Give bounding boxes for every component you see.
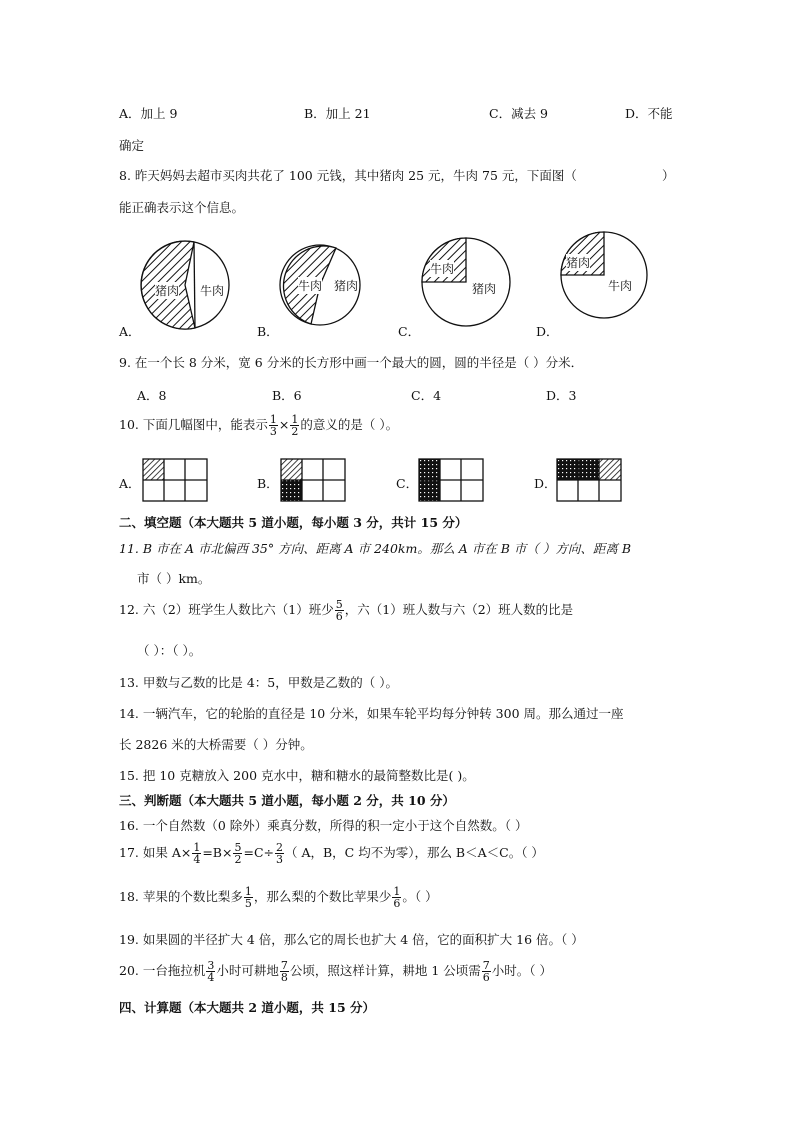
question-9-text: 9. 在一个长 8 分米，宽 6 分米的长方形中画一个最大的圆，圆的半径是（ ）分米．	[119, 355, 584, 370]
fraction-numerator: 3	[207, 959, 215, 972]
question-12	[119, 599, 573, 622]
question-19-text: 19. 如果圆的半径扩大 4 倍，那么它的周长也扩大 4 倍，它的面积扩大 16 倍。（ ）	[119, 932, 584, 947]
q10-option-b-label: B．	[257, 476, 279, 491]
fraction-numerator: 1	[393, 885, 401, 898]
pie-option-d	[557, 232, 657, 332]
pie-b-label-pork: 猪肉	[334, 279, 359, 293]
question-16-text: 16. 一个自然数（0 除外）乘真分数，所得的积一定小于这个自然数。（ ）	[119, 818, 528, 833]
pie-a-label-pork: 猪肉	[155, 284, 180, 298]
fraction-seven-sixths	[482, 960, 491, 983]
question-17	[119, 842, 544, 865]
fraction-numerator: 5	[234, 841, 242, 854]
fraction-denominator: 6	[393, 897, 401, 910]
pie-b-label-beef: 牛肉	[298, 279, 323, 293]
question-11-line2: 市（ ）km。	[137, 571, 211, 586]
q12-suffix: ，六（1）班人数与六（2）班人数的比是	[344, 602, 574, 617]
times-sign: ×	[278, 417, 290, 432]
pie-a-label-beef: 牛肉	[200, 284, 225, 298]
fraction-one-third	[269, 414, 278, 437]
q7-option-b: B．加上 21	[304, 106, 371, 121]
fraction-numerator: 1	[291, 413, 299, 426]
fraction-denominator: 2	[234, 853, 242, 866]
q7-option-d-continued: 确定	[119, 138, 145, 153]
q10-option-d-label: D．	[534, 476, 557, 491]
question-11-line1: 11. B 市在 A 市北偏西 35° 方向、距离 A 市 240km。那么 A 市在 B 市（ ）方向、距离 B	[119, 541, 632, 556]
fraction-numerator: 5	[335, 598, 343, 611]
section-4-title: 四、计算题（本大题共 2 道小题，共 15 分）	[119, 1000, 376, 1015]
grid-option-a	[143, 459, 209, 503]
option-d-label: D．	[536, 324, 559, 339]
fraction-denominator: 3	[275, 853, 283, 866]
q10-suffix: 的意义的是（ ）。	[300, 417, 399, 432]
fraction-denominator: 6	[335, 610, 343, 623]
q17-prefix: 17. 如果 A×	[119, 845, 192, 860]
fraction-numerator: 1	[244, 885, 252, 898]
fraction-one-quarter	[192, 842, 201, 865]
q17-suffix: （ A，B，C 均不为零），那么 B＜A＜C。（ ）	[284, 845, 544, 860]
pie-d-label-pork: 猪肉	[566, 256, 591, 270]
q20-prefix: 20. 一台拖拉机	[119, 963, 206, 978]
q20-suffix: 小时。（ ）	[491, 963, 553, 978]
option-a-label: A．	[119, 324, 141, 339]
fraction-denominator: 2	[291, 425, 299, 438]
question-8-line1	[119, 166, 577, 184]
section-3-title: 三、判断题（本大题共 5 道小题，每小题 2 分，共 10 分）	[119, 793, 455, 808]
question-20	[119, 960, 552, 983]
fraction-numerator: 2	[275, 841, 283, 854]
question-8-paren-close: ）	[662, 168, 675, 183]
q9-option-d: D．3	[546, 388, 577, 403]
fraction-one-half	[290, 414, 299, 437]
fraction-two-thirds	[275, 842, 284, 865]
pie-c-label-pork: 猪肉	[472, 282, 497, 296]
question-14-line1: 14. 一辆汽车，它的轮胎的直径是 10 分米，如果车轮平均每分钟转 300 周。那么通过一座	[119, 706, 624, 721]
grid-option-d	[557, 459, 623, 503]
grid-option-c	[419, 459, 485, 503]
q7-option-c: C．减去 9	[489, 106, 548, 121]
fraction-denominator: 4	[207, 971, 215, 984]
question-10	[119, 414, 398, 437]
pie-d-label-beef: 牛肉	[608, 279, 633, 293]
fraction-denominator: 4	[193, 853, 201, 866]
question-8-line2: 能正确表示这个信息。	[119, 200, 245, 215]
q10-option-a-label: A．	[119, 476, 141, 491]
q18-prefix: 18. 苹果的个数比梨多	[119, 889, 243, 904]
fraction-one-sixth	[392, 886, 401, 909]
fraction-numerator: 1	[269, 413, 277, 426]
fraction-one-fifth	[244, 886, 253, 909]
q9-option-c: C．4	[411, 388, 442, 403]
option-b-label: B．	[257, 324, 279, 339]
fraction-numerator: 1	[193, 841, 201, 854]
q18-suffix: 。（ ）	[402, 889, 438, 904]
q9-option-a: A．8	[137, 388, 167, 403]
q12-prefix: 12. 六（2）班学生人数比六（1）班少	[119, 602, 334, 617]
pie-option-c	[420, 236, 520, 336]
pie-c-label-beef: 牛肉	[430, 262, 455, 276]
fraction-denominator: 6	[482, 971, 490, 984]
fraction-denominator: 3	[269, 425, 277, 438]
question-18	[119, 886, 438, 909]
question-8-text: 8. 昨天妈妈去超市买肉共花了 100 元钱，其中猪肉 25 元，牛肉 75 元，下面图（	[119, 168, 577, 183]
section-2-title: 二、填空题（本大题共 5 道小题，每小题 3 分，共计 15 分）	[119, 515, 468, 530]
fraction-five-sixths	[335, 599, 344, 622]
q17-mid2: =C÷	[243, 845, 274, 860]
fraction-five-halves	[233, 842, 242, 865]
q10-option-c-label: C．	[396, 476, 419, 491]
question-13-text: 13. 甲数与乙数的比是 4：5，甲数是乙数的（ ）。	[119, 675, 398, 690]
fraction-three-quarters	[206, 960, 215, 983]
fraction-numerator: 7	[482, 959, 490, 972]
question-12-line2: （ ）：（ ）。	[137, 643, 202, 658]
question-15-text: 15. 把 10 克糖放入 200 克水中，糖和糖水的最简整数比是( )。	[119, 768, 475, 783]
fraction-numerator: 7	[280, 959, 288, 972]
fraction-denominator: 5	[244, 897, 252, 910]
q20-mid2: 公顷，照这样计算，耕地 1 公顷需	[289, 963, 481, 978]
q10-prefix: 10. 下面几幅图中，能表示	[119, 417, 268, 432]
q9-option-b: B．6	[272, 388, 302, 403]
q7-option-a: A．加上 9	[119, 106, 178, 121]
q18-mid: ，那么梨的个数比苹果少	[253, 889, 392, 904]
fraction-denominator: 8	[280, 971, 288, 984]
q17-mid1: =B×	[202, 845, 233, 860]
option-c-label: C．	[398, 324, 421, 339]
fraction-seven-eighths	[280, 960, 289, 983]
q20-mid1: 小时可耕地	[216, 963, 279, 978]
grid-option-b	[281, 459, 347, 503]
question-14-line2: 长 2826 米的大桥需要（ ）分钟。	[119, 737, 313, 752]
q7-option-d: D．不能	[625, 106, 673, 121]
